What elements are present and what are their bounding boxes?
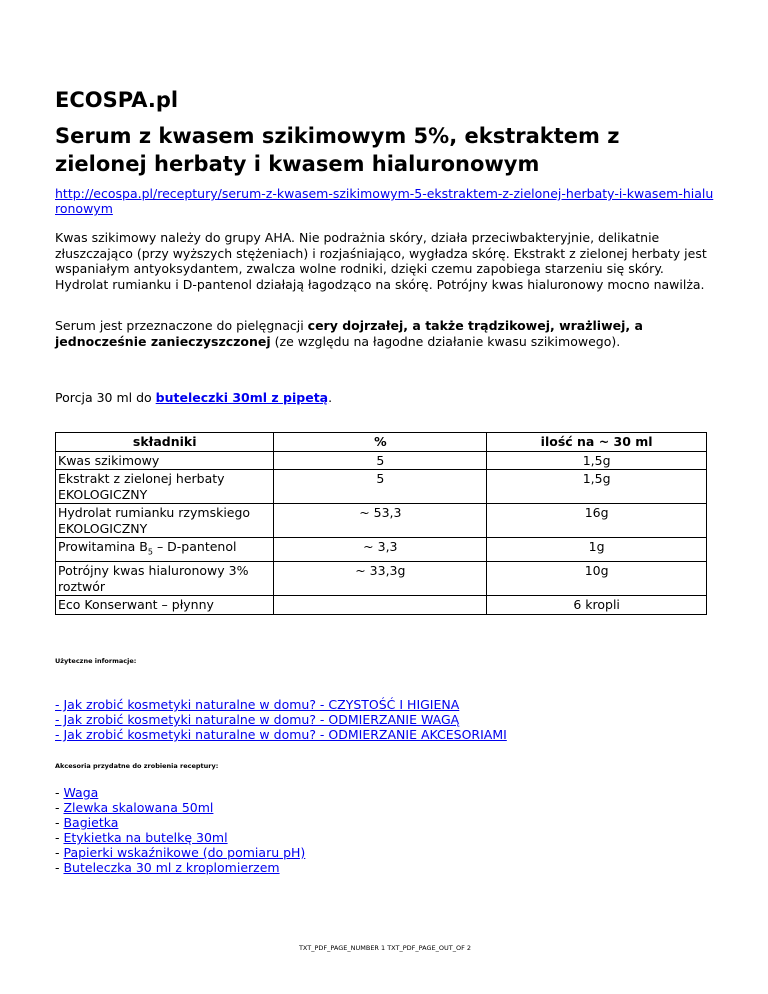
- portion-paragraph: [55, 390, 715, 406]
- list-item: - Papierki wskaźnikowe (do pomiaru pH): [55, 845, 306, 860]
- ingredient-amount: 10g: [487, 562, 707, 596]
- portion-end: .: [328, 390, 333, 405]
- accessories-list: [55, 785, 305, 875]
- ingredient-name-main: Prowitamina B: [58, 539, 148, 554]
- ingredient-name: [56, 538, 274, 562]
- recipe-url-link[interactable]: http://ecospa.pl/receptury/serum-z-kwasem-szikimowym-5-ekstraktem-z-zielonej-herbaty-i-kwasem-hialuronowym: [55, 186, 714, 216]
- list-item: - Bagietka: [55, 815, 119, 830]
- list-item: - Etykietka na butelkę 30ml: [55, 830, 228, 845]
- ingredient-name: Kwas szikimowy: [56, 451, 274, 470]
- table-row: [56, 504, 707, 538]
- ingredient-percent: ~ 53,3: [274, 504, 487, 538]
- ingredient-amount: 16g: [487, 504, 707, 538]
- useful-links-list: [55, 697, 507, 742]
- list-item: - Waga: [55, 785, 99, 800]
- list-item: - Zlewka skalowana 50ml: [55, 800, 214, 815]
- site-name: ECOSPA.pl: [55, 88, 179, 112]
- table-header-row: [56, 433, 707, 452]
- ingredient-amount: 1,5g: [487, 451, 707, 470]
- ingredient-amount: 1g: [487, 538, 707, 562]
- header-amount: ilość na ~ 30 ml: [487, 433, 707, 452]
- ingredient-name-rest: – D-pantenol: [152, 539, 237, 554]
- header-percent: %: [274, 433, 487, 452]
- ingredient-percent: 5: [274, 451, 487, 470]
- list-item: [55, 712, 507, 727]
- intro-paragraph: Kwas szikimowy należy do grupy AHA. Nie podrażnia skóry, działa przeciwbakteryjnie, delikatnie złuszczająco (przy wyższych stężeniach) i rozjaśniająco, wygładza skórę. Ekstrakt z zielonej herbaty jest wspaniałym antyoksydantem, zwalcza wolne rodniki, dzięki czemu zapobiega starzeniu się skóry. Hydrolat rumianku i D-pantenol działają łagodząco na skórę. Potrójny kwas hialuronowy mocno nawilża.: [55, 230, 707, 292]
- beaker-link[interactable]: Zlewka skalowana 50ml: [63, 800, 214, 815]
- useful-info-heading: Użyteczne informacje:: [55, 657, 137, 665]
- table-row: [56, 470, 707, 504]
- ingredient-percent: 5: [274, 470, 487, 504]
- table-row: [56, 596, 707, 615]
- bottle-label-link[interactable]: Etykietka na butelkę 30ml: [63, 830, 228, 845]
- ingredient-name: Eco Konserwant – płynny: [56, 596, 274, 615]
- table-row: [56, 562, 707, 596]
- ingredient-name-subscript: 5: [147, 547, 153, 557]
- list-item: [55, 697, 507, 712]
- purpose-skin-types: cery dojrzałej, a także trądzikowej, wrażliwej, a jednocześnie zanieczyszczonej: [55, 318, 643, 349]
- ingredient-name: Ekstrakt z zielonej herbaty EKOLOGICZNY: [56, 470, 274, 504]
- ingredient-name: Potrójny kwas hialuronowy 3% roztwór: [56, 562, 274, 596]
- recipe-title: Serum z kwasem szikimowym 5%, ekstraktem z zielonej herbaty i kwasem hialuronowym: [55, 124, 620, 176]
- scale-link[interactable]: Waga: [63, 785, 99, 800]
- bottle-link[interactable]: buteleczki 30ml z pipetą: [155, 390, 329, 405]
- header-ingredients: składniki: [56, 433, 274, 452]
- purpose-text-before: Serum jest przeznaczone do pielęgnacji: [55, 318, 308, 333]
- portion-text: Porcja 30 ml do: [55, 390, 156, 405]
- table-row: [56, 451, 707, 470]
- purpose-paragraph: [55, 318, 715, 349]
- hygiene-guide-link[interactable]: - Jak zrobić kosmetyki naturalne w domu? - CZYSTOŚĆ I HIGIENA: [55, 697, 460, 712]
- ph-strips-link[interactable]: Papierki wskaźnikowe (do pomiaru pH): [63, 845, 306, 860]
- purpose-text-after: (ze względu na łagodne działanie kwasu szikimowego).: [270, 333, 621, 349]
- ingredient-amount: 1,5g: [487, 470, 707, 504]
- ingredient-percent: ~ 33,3g: [274, 562, 487, 596]
- stirring-rod-link[interactable]: Bagietka: [63, 815, 119, 830]
- list-item: - Buteleczka 30 ml z kroplomierzem: [55, 860, 280, 875]
- ingredient-amount: 6 kropli: [487, 596, 707, 615]
- list-item: [55, 727, 507, 742]
- accessories-heading: Akcesoria przydatne do zrobienia receptury:: [55, 762, 219, 770]
- page-footer: TXT_PDF_PAGE_NUMBER 1 TXT_PDF_PAGE_OUT_OF 2: [298, 944, 472, 952]
- ingredient-percent: ~ 3,3: [274, 538, 487, 562]
- table-row: [56, 538, 707, 562]
- ingredient-percent: [274, 596, 487, 615]
- weighing-guide-link[interactable]: - Jak zrobić kosmetyki naturalne w domu? - ODMIERZANIE WAGĄ: [55, 712, 460, 727]
- measuring-accessories-guide-link[interactable]: - Jak zrobić kosmetyki naturalne w domu? - ODMIERZANIE AKCESORIAMI: [55, 727, 507, 742]
- ingredients-table: [55, 432, 707, 615]
- ingredient-name: Hydrolat rumianku rzymskiego EKOLOGICZNY: [56, 504, 274, 538]
- dropper-bottle-link[interactable]: Buteleczka 30 ml z kroplomierzem: [63, 860, 280, 875]
